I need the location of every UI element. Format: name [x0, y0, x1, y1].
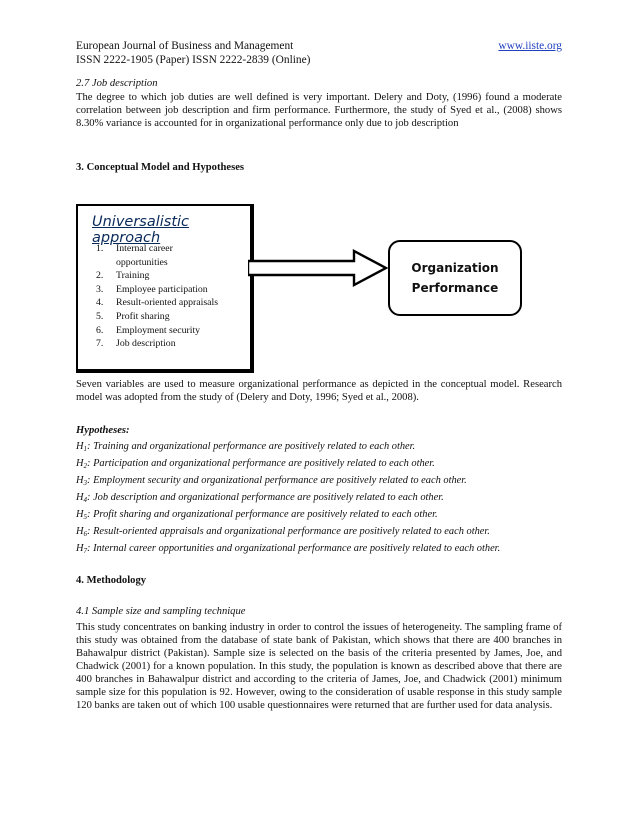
hypotheses-list: [76, 440, 562, 555]
paragraph-line: sample size for this population is 92. However, owing to the consideration of usable response in this study sample: [76, 687, 562, 698]
paragraph-line: The degree to which job duties are well defined is very important. Delery and Doty, (1996) found a moderate: [76, 92, 562, 103]
paragraph-line: correlation between job description and firm performance. Furthermore, the study of Syed et al., (2008) shows: [76, 105, 562, 116]
paragraph-line: This study concentrates on banking industry in order to control the issues of heterogeneity. The sampling frame of: [76, 622, 562, 633]
section-heading-sample-size: 4.1 Sample size and sampling technique: [76, 606, 246, 617]
hr-practices-list: [92, 242, 218, 351]
universalistic-approach-title: Universalistic approach: [92, 214, 190, 246]
list-item: 2. Training: [96, 270, 150, 282]
paragraph-line: Seven variables are used to measure organizational performance as depicted in the conceptual model. Research: [76, 379, 562, 390]
section-heading-methodology: 4. Methodology: [76, 575, 147, 586]
hypothesis-item: $H_3$: Employment security and organizational performance are positively related to each other.: [76, 475, 467, 487]
paragraph-line: 8.30% variance is accounted for in organizational performance only due to job description: [76, 118, 459, 129]
job-description-paragraph: [76, 91, 562, 130]
sample-size-paragraph: [76, 621, 562, 712]
model-arrow: [248, 248, 388, 288]
website-link[interactable]: www.iiste.org: [498, 40, 562, 52]
paragraph-line: model was adopted from the study of (Delery and Doty, 1996; Syed et al., 2008).: [76, 392, 419, 403]
list-item: 3. Employee participation: [96, 283, 208, 295]
issn-line: ISSN 2222-1905 (Paper) ISSN 2222-2839 (Online): [76, 54, 311, 66]
section-heading-conceptual-model: 3. Conceptual Model and Hypotheses: [76, 162, 245, 173]
paragraph-line: this study was obtained from the database of state bank of Pakistan, which shows that there are 400 branches in: [76, 635, 562, 646]
paragraph-line: Bahawalpur district (Pakistan). Sample size is selected on the basis of the criteria presented by James, Joe, and: [76, 648, 562, 659]
hypotheses-heading: Hypotheses:: [76, 425, 130, 436]
hypothesis-item: $H_1$: Training and organizational performance are positively related to each other.: [76, 441, 416, 453]
hypothesis-item: $H_2$: Participation and organizational performance are positively related to each other.: [76, 458, 435, 470]
paragraph-line: 400 branches in Bahawalpur district and according to the criteria of James, Joe, and Chadwick (2001) minimum: [76, 674, 562, 685]
paragraph-line: Chadwick (2001) for a known population. In this study, the population is known as described above that there are: [76, 661, 562, 672]
hypothesis-item: $H_6$: Result-oriented appraisals and organizational performance are positively related to each other.: [76, 526, 490, 538]
list-item: 1. Internal career opportunities: [96, 243, 173, 268]
universalistic-approach-box: [76, 204, 254, 373]
list-item: 6. Employment security: [96, 324, 201, 336]
organization-performance-line1: Organization: [411, 261, 499, 275]
hypothesis-item: $H_5$: Profit sharing and organizational performance are positively related to each other.: [76, 509, 438, 521]
section-heading-job-description: 2.7 Job description: [76, 78, 158, 89]
list-item: 5. Profit sharing: [96, 310, 170, 322]
journal-title: European Journal of Business and Management: [76, 40, 294, 52]
list-item: 4. Result-oriented appraisals: [96, 297, 219, 309]
hypothesis-item: $H_7$: Internal career opportunities and organizational performance are positively related to each other.: [76, 543, 501, 555]
hypothesis-item: $H_4$: Job description and organizational performance are positively related to each other.: [76, 492, 444, 504]
list-item: 7. Job description: [96, 338, 176, 350]
model-note-paragraph: [76, 378, 562, 404]
paragraph-line: 120 banks are taken out of which 100 usable questionnaires were returned that are further used for data analysis.: [76, 700, 553, 711]
organization-performance-line2: Performance: [411, 281, 499, 295]
organization-performance-box: [388, 240, 522, 316]
